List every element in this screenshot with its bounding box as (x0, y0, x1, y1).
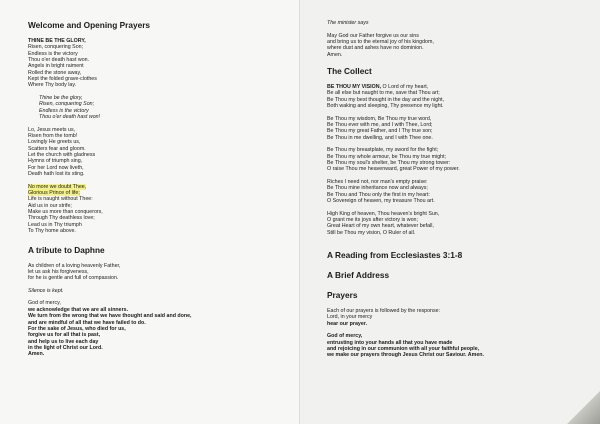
collect-verse-1-text: Be all else but naught to me, save that Thou art; Be Thou my best thought in the day and the night, Both waking and sleeping, Thy presence my light. (327, 90, 445, 110)
confession-prayer (28, 300, 290, 357)
absolution-text: May God our Father forgive us our sins and bring us to the eternal joy of his kingdom, where dust and ashes have no dominion. Amen. (327, 32, 434, 58)
collect-verse-4: Riches I need not, nor man's empty praise: Be Thou mine inheritance now and always; Be Thou and Thou only the first in my heart: O Sovereign of heaven, my treasure Thou art. (327, 179, 435, 205)
prayers-intro-text: Each of our prayers is followed by the response: Lord, in your mercy (327, 308, 441, 321)
prayers-response: hear our prayer. (327, 320, 368, 327)
confession-lead: God of mercy, (28, 300, 61, 307)
left-column (28, 20, 290, 358)
hymn-verse-1 (28, 38, 290, 89)
hymn-verse-3 (28, 184, 290, 235)
collect-heading: The Collect (327, 66, 372, 77)
collect-verse-3: Be Thou my breastplate, my sword for the fight; Be Thou my whole armour, be Thou my true might; Be Thou my soul's shelter, be Thou my strong tower: O raise Thou me heavenward, great Power of my power. (327, 147, 460, 173)
reading-heading: A Reading from Ecclesiastes 3:1-8 (327, 250, 463, 261)
hymn-verse-3-text: Life is naught without Thee: Aid us in our strife; Make us more than conquerors, Through Thy deathless love; Lead us in Thy triumph To Thy home above. (28, 196, 103, 235)
right-column (327, 20, 592, 359)
confession-text: we acknowledge that we are all sinners. We turn from the wrong that we have thought and said and done, and are mindful of all that we have failed to do. For the sake of Jesus, who died for us, forgive us for all that is past, and help us to live each day in the light of Christ our Lord. Amen. (28, 306, 192, 358)
collect-verse-1 (327, 84, 592, 109)
final-prayer-lead: God of mercy, (327, 333, 363, 340)
collect-verse-1-line-1: O Lord of my heart, (381, 84, 429, 91)
welcome-heading: Welcome and Opening Prayers (28, 20, 151, 30)
final-prayer (327, 333, 592, 358)
hymn-verse-1-text: Risen, conquering Son; Endless is the victory Thou o'er death hast won. Angels in bright raiment Rolled the stone away, Kept the folded grave-clothes Where Thy body lay. (28, 44, 97, 89)
minister-says: The minister says (327, 20, 369, 26)
final-prayer-text: entrusting into your hands all that you have made and rejoicing in our communion with all your faithful people, we make our prayers through Jesus Christ our Saviour. Amen. (327, 339, 484, 359)
address-heading: A Brief Address (327, 270, 390, 281)
hymn-verse-2: Lo, Jesus meets us, Risen from the tomb! Lovingly He greets us, Scatters fear and gloom. Let the church with gladness Hymns of triumph sing, For her Lord now liveth, Death hath lost its sting. (28, 126, 96, 178)
hymn-refrain: Thine be the glory, Risen, conquering Son; Endless is the victory Thou o'er death hast won! (39, 95, 101, 121)
tribute-heading: A tribute to Daphne (28, 244, 105, 255)
hymn-title: THINE BE THE GLORY, (28, 38, 86, 44)
collect-title: BE THOU MY VISION, (327, 84, 382, 91)
highlighted-line: No more we doubt Thee, (28, 183, 87, 190)
right-page (300, 0, 600, 424)
tribute-text: As children of a loving heavenly Father, let us ask his forgiveness, for he is gentle and full of compassion. (28, 262, 121, 282)
prayers-intro (327, 308, 592, 327)
collect-verse-5: High King of heaven, Thou heaven's bright Sun, O grant me its joys after victory is won; Great Heart of my own heart, whatever befall, Still be Thou my vision, O Ruler of all. (327, 210, 440, 236)
page-corner-curl (566, 384, 600, 424)
highlighted-line-2: Glorious Prince of life; (28, 190, 80, 197)
collect-verse-2: Be Thou my wisdom, Be Thou my true word, Be Thou ever with me, and I with Thee, Lord; Be Thou my great Father, and I Thy true son; Be Thou in me dwelling, and I with Thee one. (327, 115, 433, 141)
silence-note: Silence is kept. (28, 287, 64, 294)
prayers-heading: Prayers (327, 290, 358, 301)
